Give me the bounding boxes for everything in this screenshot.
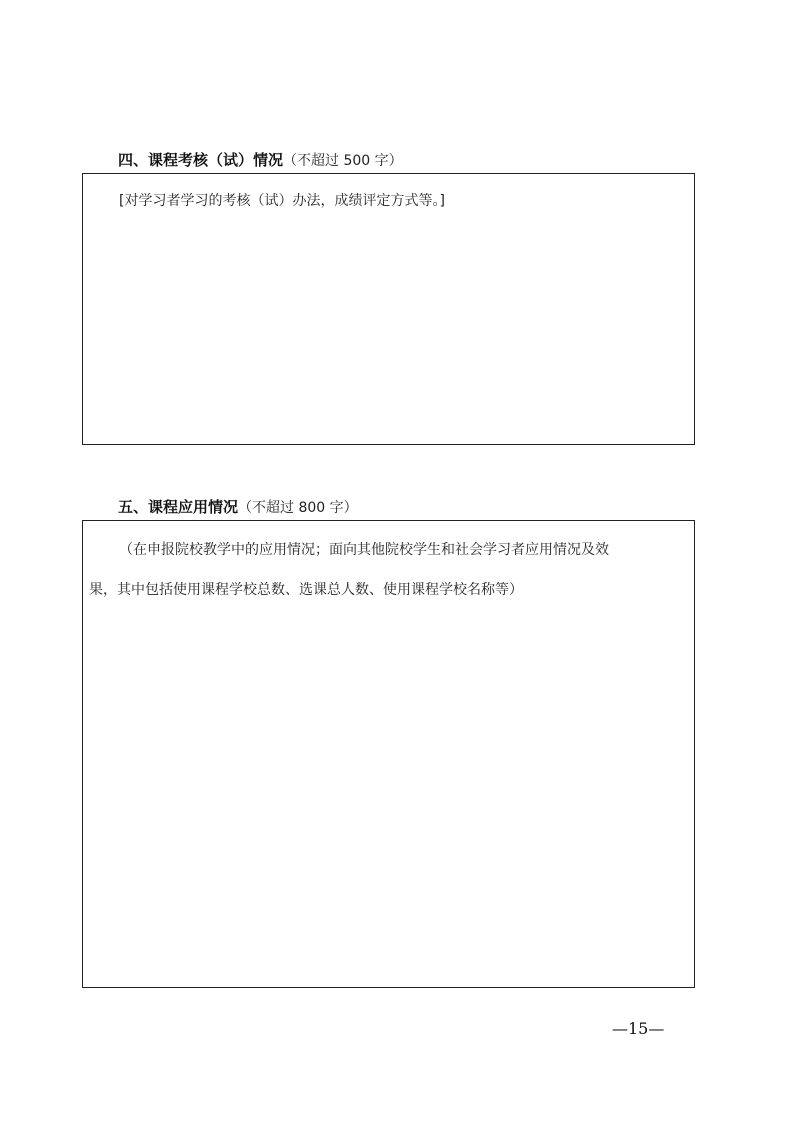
section-5-title: 五、课程应用情况 <box>118 498 239 516</box>
section-4-title: 四、课程考核（试）情况 <box>118 151 284 169</box>
section-5-instruction-line-2: 果，其中包括使用课程学校总数、选课总人数、使用课程学校名称等） <box>89 582 523 598</box>
section-4-heading <box>118 150 403 171</box>
section-4-text-area[interactable] <box>82 173 695 445</box>
section-4-instruction: [对学习者学习的考核（试）办法，成绩评定方式等。] <box>119 193 445 209</box>
page-number: —15— <box>612 1019 665 1038</box>
section-4-word-limit: （不超过 500 字） <box>283 153 403 169</box>
section-5-instruction-line-1: （在申报院校教学中的应用情况；面向其他院校学生和社会学习者应用情况及效 <box>119 542 609 558</box>
section-5-heading <box>118 497 358 518</box>
section-5-word-limit: （不超过 800 字） <box>238 500 358 516</box>
section-5-text-area[interactable] <box>82 520 695 988</box>
